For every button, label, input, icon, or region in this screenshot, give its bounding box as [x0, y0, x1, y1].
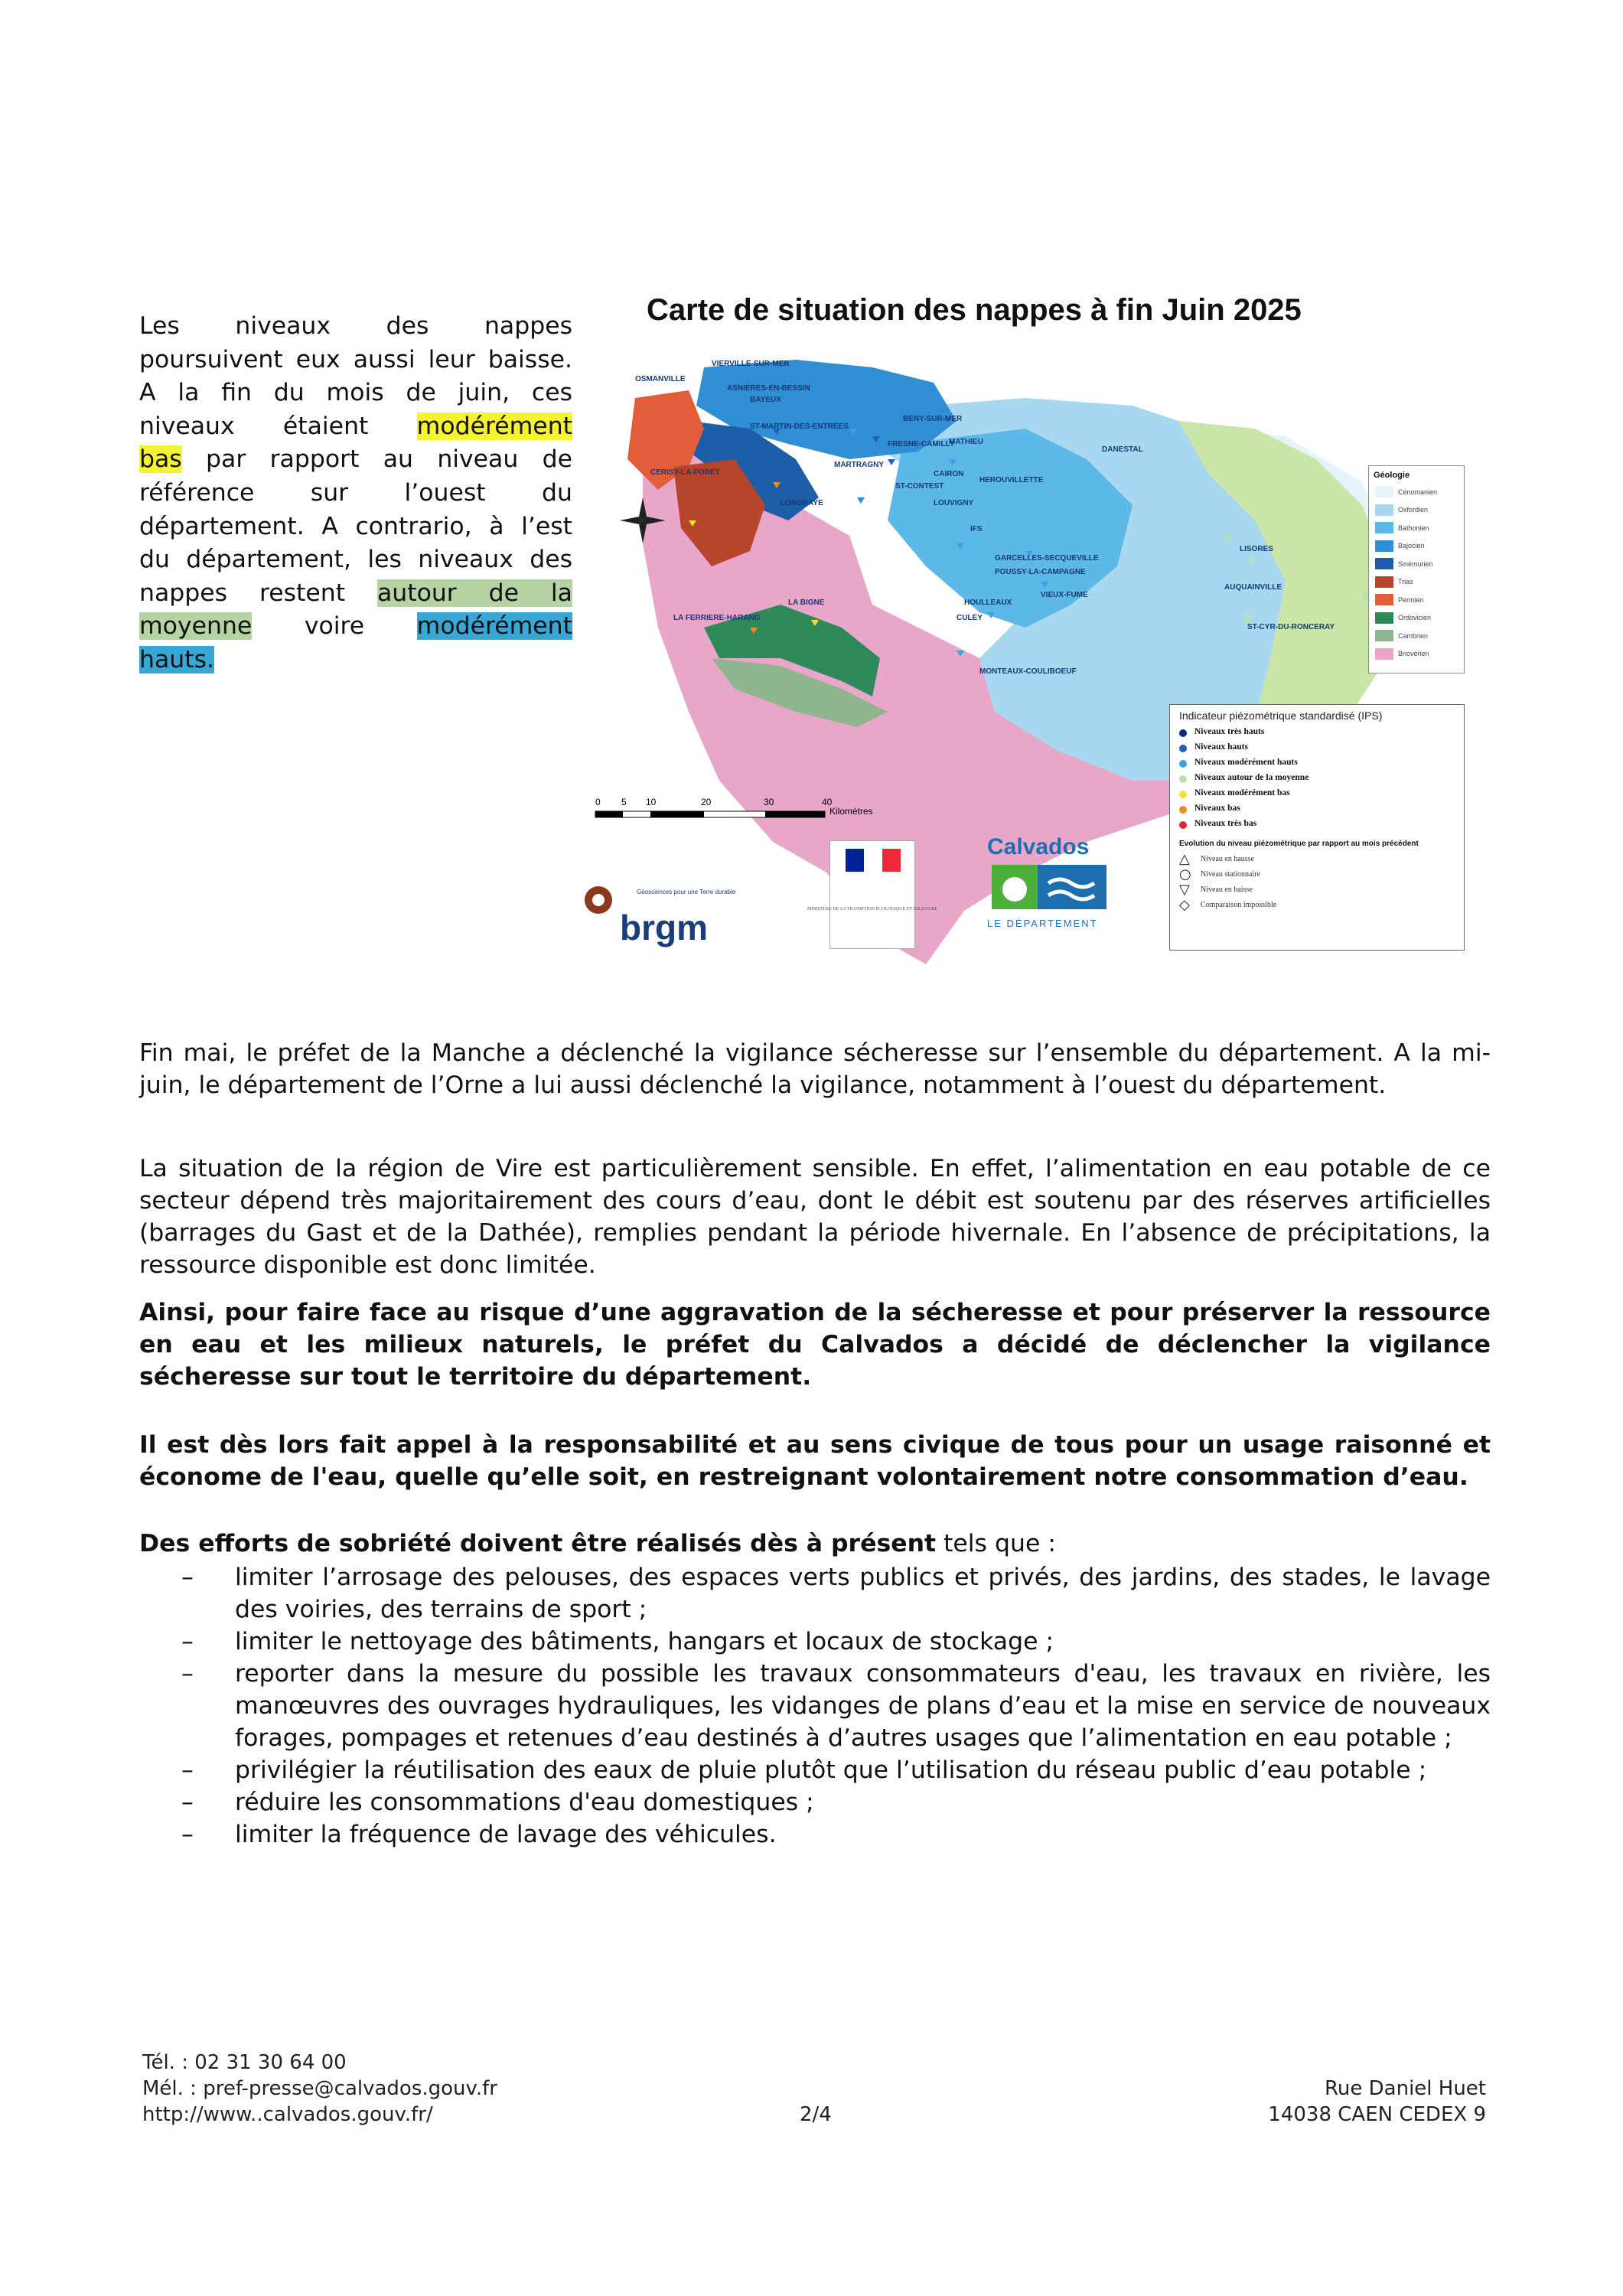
scale-bar	[595, 796, 901, 827]
place-label: BAYEUX	[750, 396, 781, 404]
geology-label: Sinémurien	[1398, 559, 1433, 568]
place-label: HEROUVILLETTE	[979, 476, 1044, 484]
scale-bar-svg	[595, 796, 901, 827]
highlight-autour: autour de la	[376, 579, 572, 607]
ips-label: Niveaux bas	[1194, 804, 1240, 813]
paragraph-efforts	[139, 1528, 1491, 1560]
place-label: LA FERRIERE-HARANG	[673, 614, 761, 622]
geology-swatch	[1375, 522, 1393, 533]
ministry-logo	[807, 840, 938, 949]
calvados-subtitle: LE DÉPARTEMENT	[987, 918, 1098, 929]
place-label: MARTRAGNY	[834, 461, 884, 469]
place-label: IFS	[970, 525, 983, 533]
map-title: Carte de situation des nappes à fin Juin 2025	[647, 293, 1302, 327]
list-item	[139, 1786, 1491, 1818]
list-item-text: privilégier la réutilisation des eaux de pluie plutôt que l’utilisation du réseau public d’eau potable ;	[235, 1756, 1427, 1784]
list-item	[139, 1818, 1491, 1851]
dash: –	[181, 1660, 194, 1688]
scale-tick: 20	[701, 797, 712, 807]
place-label: VIEUX-FUME	[1041, 591, 1088, 599]
place-label: BENY-SUR-MER	[903, 415, 963, 423]
geology-label: Briovérien	[1398, 650, 1429, 658]
geology-legend-item	[1375, 591, 1464, 609]
geology-legend-item	[1375, 501, 1464, 520]
geology-legend-item	[1375, 573, 1464, 592]
ips-dot-icon	[1179, 729, 1187, 737]
scale-tick: 40	[822, 797, 833, 807]
place-label: CERISY-LA-FORET	[650, 468, 720, 477]
paragraph-appel: Il est dès lors fait appel à la responsabilité et au sens civique de tous pour un usage raisonné et économe de l'eau, quelle qu’elle soit, en restreignant volontairement notre consommation d’eau.	[139, 1431, 1491, 1491]
paragraph-decision: Ainsi, pour faire face au risque d’une aggravation de la sécheresse et pour préserver la ressource en eau et les milieux naturels, le préfet du Calvados a décidé de déclencher la vigilance sécheresse sur tout le territoire du département.	[139, 1299, 1491, 1391]
ips-legend-item	[1179, 726, 1464, 742]
dash: –	[181, 1821, 194, 1848]
circle-icon: ○	[1179, 866, 1191, 882]
geology-swatch	[1375, 576, 1393, 588]
measures-list	[139, 1561, 1491, 1851]
place-label: ST-CONTEST	[895, 482, 944, 491]
intro-line: moyenne voire modérément	[139, 612, 572, 641]
geology-swatch	[1375, 612, 1393, 624]
geology-swatch	[1375, 540, 1393, 552]
list-item-text: reporter dans la mesure du possible les travaux consommateurs d'eau, les travaux en rivière, les manœuvres des ouvrages hydrauliques, les vidanges de plans d’eau et la mise en service de nouveaux forages, pompages et retenues d’eau destinés à d’autres usages que l’alimentation en eau potable ;	[235, 1660, 1491, 1752]
footer-contact	[142, 2050, 497, 2128]
scale-tick: 10	[646, 797, 657, 807]
place-label: MATHIEU	[949, 438, 983, 446]
geology-swatch	[1375, 630, 1393, 641]
place-label: LONGRAYE	[781, 499, 823, 507]
triangle-up-icon: △	[1179, 850, 1190, 867]
list-item	[139, 1561, 1491, 1626]
evolution-label: Niveau stationnaire	[1201, 869, 1261, 879]
place-label: ST-CYR-DU-RONCERAY	[1247, 623, 1335, 631]
highlight-bas: bas	[139, 445, 182, 474]
calvados-emblem-icon	[987, 860, 1117, 921]
paragraph-vire: La situation de la région de Vire est particulièrement sensible. En effet, l’alimentation en eau potable de ce secteur dépend très majoritairement des cours d’eau, dont le débit est soutenu par des réserves artificielles (barrages du Gast et de la Dathée), remplies pendant la période hivernale. En l’absence de précipitations, la ressource disponible est donc limitée.	[139, 1155, 1491, 1279]
place-label: CULEY	[957, 614, 983, 622]
efforts-rest: tels que :	[936, 1530, 1056, 1557]
place-label: ASNIERES-EN-BESSIN	[727, 384, 810, 393]
intro-line: Les niveaux des nappes	[139, 312, 572, 340]
marker-down-icon	[888, 459, 895, 465]
geology-legend-item	[1375, 537, 1464, 556]
list-item	[139, 1754, 1491, 1786]
scale-tick: 30	[764, 797, 774, 807]
ips-legend-item	[1179, 757, 1464, 772]
evolution-legend-item	[1179, 866, 1464, 882]
scale-tick: 0	[595, 797, 601, 807]
calvados-logo	[987, 834, 1117, 941]
ips-legend	[1169, 704, 1465, 951]
evolution-title: Evolution du niveau piézométrique par rapport au mois précédent	[1179, 840, 1419, 848]
list-item	[139, 1658, 1491, 1754]
ips-legend-title: Indicateur piézométrique standardisé (IPS)	[1179, 709, 1383, 722]
place-label: POUSSY-LA-CAMPAGNE	[995, 568, 1086, 576]
evolution-label: Comparaison impossible	[1201, 900, 1277, 909]
footer-mail[interactable]: Mél. : pref-presse@calvados.gouv.fr	[142, 2077, 498, 2100]
place-label: AUQUAINVILLE	[1224, 583, 1282, 592]
geology-legend-item	[1375, 555, 1464, 573]
intro-line: bas par rapport au niveau de	[139, 445, 573, 474]
geology-legend-item	[1375, 483, 1464, 501]
geology-legend	[1368, 465, 1465, 673]
ips-legend-item	[1179, 742, 1464, 757]
ips-label: Niveaux autour de la moyenne	[1194, 773, 1309, 782]
ministry-text: MINISTÈRE DE LA TRANSITION ÉCOLOGIQUE ET SOLIDAIRE	[807, 907, 938, 912]
ips-dot-icon	[1179, 806, 1187, 814]
ips-dot-icon	[1179, 775, 1187, 783]
address-city: 14038 CAEN CEDEX 9	[1268, 2103, 1486, 2126]
geology-legend-item	[1375, 519, 1464, 537]
geology-label: Cénomanien	[1398, 488, 1438, 496]
ips-label: Niveaux très hauts	[1194, 727, 1265, 736]
geology-swatch	[1375, 594, 1393, 605]
intro-line: du département, les niveaux des	[139, 546, 572, 574]
paragraph-manche: Fin mai, le préfet de la Manche a déclenché la vigilance sécheresse sur l’ensemble du département. A la mi-juin, le département de l’Orne a lui aussi déclenché la vigilance, notamment à l’ouest du département.	[139, 1039, 1491, 1099]
place-label: LISORES	[1240, 545, 1273, 553]
ips-label: Niveaux hauts	[1194, 742, 1248, 752]
list-item-text: limiter le nettoyage des bâtiments, hangars et locaux de stockage ;	[235, 1628, 1054, 1655]
geology-label: Bathonien	[1398, 523, 1429, 532]
place-label: CAIRON	[934, 470, 964, 478]
place-label: LOUVIGNY	[934, 499, 974, 507]
geology-label: Permien	[1398, 595, 1424, 604]
footer-website[interactable]: http://www..calvados.gouv.fr/	[142, 2103, 433, 2126]
place-label: LA BIGNE	[788, 598, 825, 607]
brgm-logo	[582, 880, 750, 949]
evolution-legend-item	[1179, 851, 1464, 866]
intro-line: niveaux étaient modérément	[139, 412, 573, 440]
efforts-bold: Des efforts de sobriété doivent être réalisés dès à présent	[139, 1530, 937, 1557]
highlight-hauts: hauts.	[139, 645, 215, 673]
ips-legend-item	[1179, 772, 1464, 788]
scale-unit: Kilomètres	[829, 806, 873, 817]
place-label: FRESNE-CAMILLY	[888, 440, 955, 448]
calvados-title: Calvados	[987, 834, 1090, 859]
list-item-text: limiter l’arrosage des pelouses, des espaces verts publics et privés, des jardins, des stades, le lavage des voiries, des terrains de sport ;	[235, 1564, 1491, 1623]
intro-line: département. A contrario, à l’est	[139, 512, 572, 540]
scale-tick: 5	[621, 797, 627, 807]
geology-label: Trias	[1398, 578, 1413, 586]
geology-swatch	[1375, 648, 1393, 660]
evolution-label: Niveau en hausse	[1201, 854, 1254, 863]
highlight-moderement-bas: modérément	[416, 412, 573, 440]
dash: –	[181, 1628, 194, 1655]
geology-legend-item	[1375, 609, 1464, 628]
footer-tel: Tél. : 02 31 30 64 00	[142, 2051, 347, 2074]
list-item-text: limiter la fréquence de lavage des véhicules.	[235, 1821, 777, 1848]
intro-paragraph	[139, 310, 572, 677]
ips-legend-item	[1179, 803, 1464, 818]
intro-line: nappes restent autour de la	[139, 579, 572, 607]
triangle-down-icon: ▽	[1179, 881, 1190, 898]
page-number: 2/4	[800, 2103, 832, 2126]
list-item	[139, 1626, 1491, 1658]
place-label: MONTEAUX-COULIBOEUF	[979, 667, 1077, 676]
place-label: HOULLEAUX	[964, 598, 1012, 607]
geology-swatch	[1375, 558, 1393, 569]
ips-dot-icon	[1179, 745, 1187, 752]
place-label: GARCELLES-SECQUEVILLE	[995, 554, 1099, 563]
brgm-tagline: Géosciences pour une Terre durable	[637, 889, 736, 895]
geology-swatch	[1375, 504, 1393, 516]
brgm-text: brgm	[620, 908, 708, 947]
place-label: VIERVILLE-SUR-MER	[712, 360, 790, 368]
ips-label: Niveaux modérément bas	[1194, 788, 1290, 797]
dash: –	[181, 1789, 194, 1816]
ips-legend-item	[1179, 818, 1464, 833]
ips-dot-icon	[1179, 821, 1187, 829]
evolution-label: Niveau en baisse	[1201, 885, 1253, 894]
ips-label: Niveaux modérément hauts	[1194, 758, 1298, 767]
geology-legend-item	[1375, 627, 1464, 645]
geology-swatch	[1375, 486, 1393, 497]
highlight-moyenne: moyenne	[139, 612, 253, 641]
marker-down-icon	[857, 497, 865, 504]
ips-label: Niveaux très bas	[1194, 819, 1257, 828]
place-label: DANESTAL	[1102, 445, 1143, 454]
geology-legend-item	[1375, 645, 1464, 664]
dash: –	[181, 1756, 194, 1784]
intro-line: référence sur l’ouest du	[139, 478, 572, 507]
address-street: Rue Daniel Huet	[1325, 2077, 1486, 2100]
geology-legend-title: Géologie	[1374, 471, 1410, 480]
geology-label: Bajocien	[1398, 542, 1425, 550]
geology-label: Ordovicien	[1398, 614, 1432, 622]
evolution-legend-item	[1179, 882, 1464, 897]
ips-legend-item	[1179, 788, 1464, 803]
intro-line: A la fin du mois de juin, ces	[139, 379, 572, 407]
intro-line	[139, 644, 572, 677]
place-label: ST-MARTIN-DES-ENTREES	[750, 422, 849, 431]
ips-dot-icon	[1179, 760, 1187, 768]
place-label: OSMANVILLE	[635, 375, 686, 383]
geology-label: Oxfordien	[1398, 506, 1429, 514]
diamond-icon: ◇	[1179, 896, 1190, 913]
geology-label: Cambrien	[1398, 631, 1429, 640]
intro-line: poursuivent eux aussi leur baisse.	[139, 345, 572, 373]
list-item-text: réduire les consommations d'eau domestiques ;	[235, 1789, 814, 1816]
footer-address	[1255, 2076, 1486, 2128]
highlight-moderement-hauts: modérément	[416, 612, 572, 641]
evolution-legend-item	[1179, 897, 1464, 912]
ips-dot-icon	[1179, 791, 1187, 798]
dash: –	[181, 1564, 194, 1591]
